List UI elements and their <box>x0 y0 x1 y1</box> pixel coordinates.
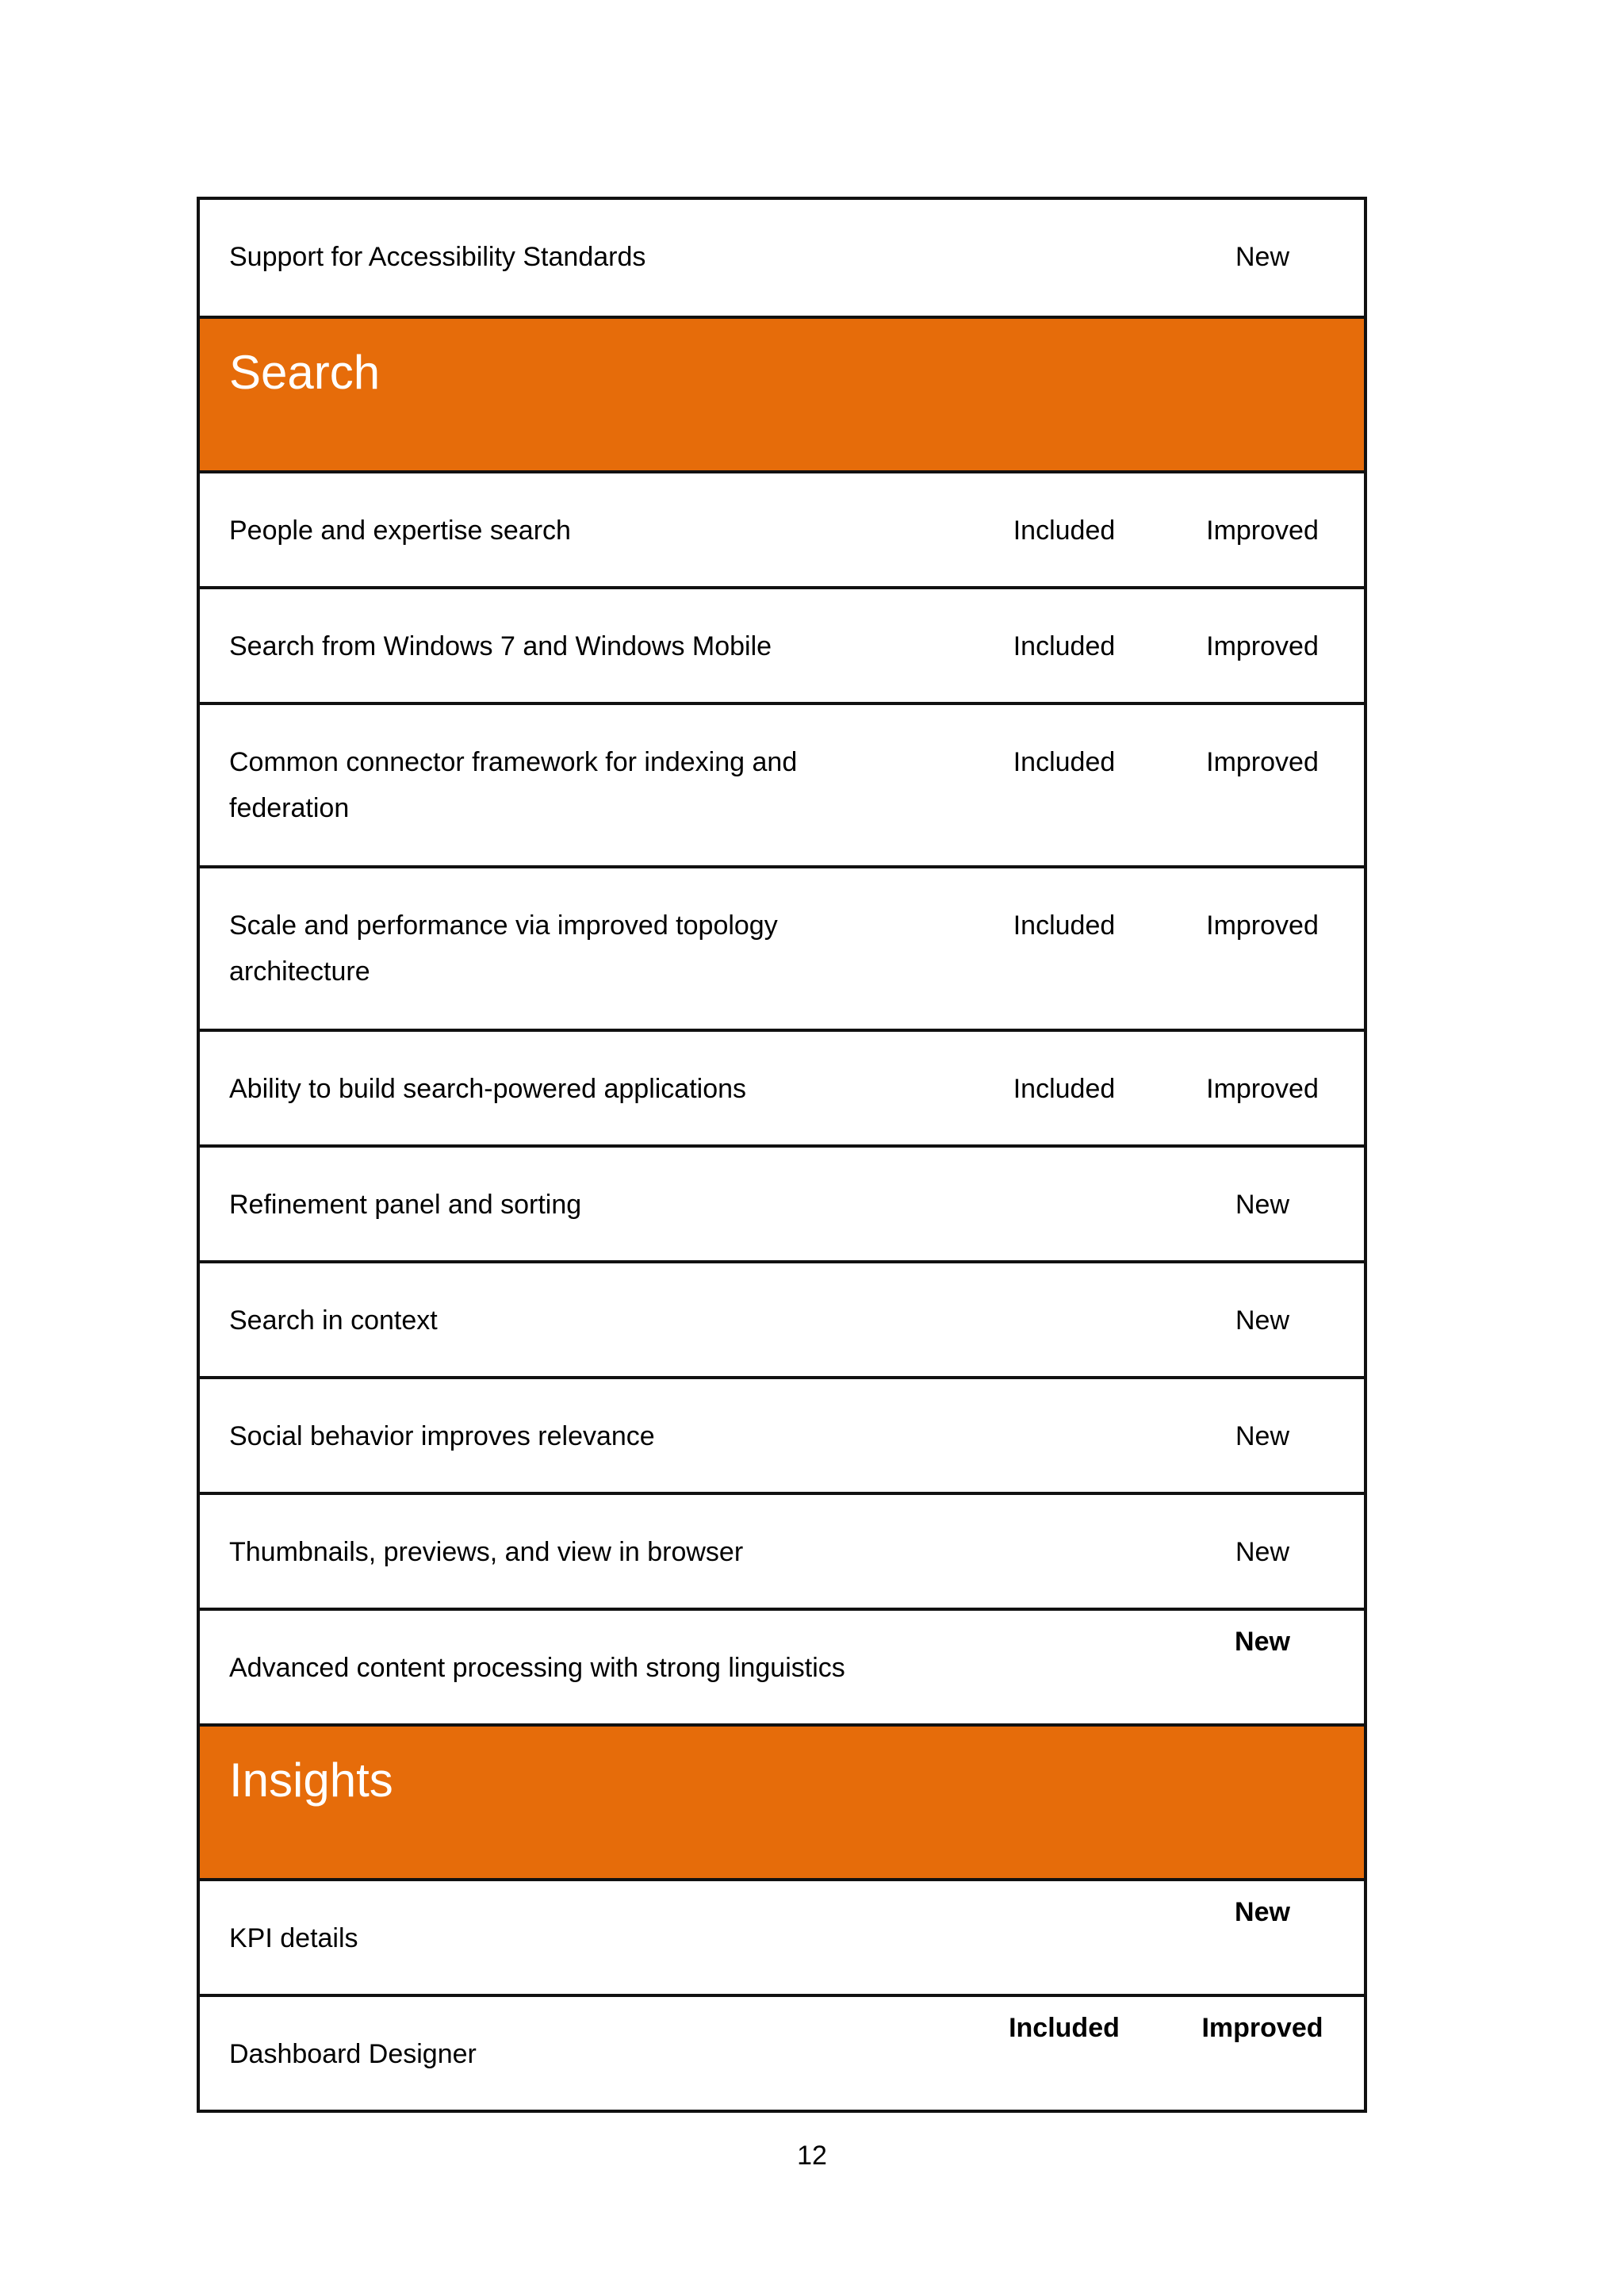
feature-name: Thumbnails, previews, and view in browser <box>229 1537 744 1567</box>
table-row <box>200 586 1364 702</box>
table-row <box>200 1492 1364 1608</box>
feature-name: Refinement panel and sorting <box>229 1190 582 1220</box>
included-value: Included <box>1013 747 1116 777</box>
section-header-insights <box>200 1723 1364 1878</box>
status-value: New <box>1235 1421 1290 1451</box>
status-value: New <box>1235 1305 1290 1336</box>
feature-name: People and expertise search <box>229 516 571 546</box>
status-value: Improved <box>1206 1074 1319 1104</box>
section-title: Insights <box>229 1754 393 1807</box>
table-row <box>200 1608 1364 1723</box>
section-title: Search <box>229 346 381 399</box>
status-value: Improved <box>1206 747 1319 777</box>
table-row <box>200 200 1364 316</box>
table-row <box>200 1878 1364 1994</box>
status-value: Improved <box>1206 631 1319 661</box>
status-value: New <box>1235 1190 1290 1220</box>
table-row <box>200 1994 1364 2110</box>
status-value: New <box>1235 1537 1290 1567</box>
feature-comparison-table <box>197 197 1367 2113</box>
included-value: Included <box>1013 910 1116 941</box>
status-value: New <box>1235 242 1290 272</box>
feature-name: Common connector framework for indexing and federation <box>229 747 798 823</box>
feature-name: Dashboard Designer <box>229 2039 477 2069</box>
included-value: Included <box>1013 631 1116 661</box>
table-row <box>200 865 1364 1029</box>
included-value: Included <box>1013 516 1116 546</box>
status-value: Improved <box>1206 910 1319 941</box>
table-row <box>200 470 1364 586</box>
table-row <box>200 1260 1364 1376</box>
status-value: New <box>1235 1627 1290 1657</box>
feature-name: Scale and performance via improved topology architecture <box>229 910 778 987</box>
status-value: Improved <box>1201 2013 1323 2043</box>
table-row <box>200 1144 1364 1260</box>
included-value: Included <box>1013 1074 1116 1104</box>
feature-name: Support for Accessibility Standards <box>229 242 646 272</box>
status-value: New <box>1235 1897 1290 1927</box>
feature-name: KPI details <box>229 1923 358 1953</box>
table-row <box>200 1029 1364 1144</box>
feature-name: Advanced content processing with strong linguistics <box>229 1653 845 1683</box>
feature-name: Search in context <box>229 1305 438 1336</box>
table-row <box>200 1376 1364 1492</box>
feature-name: Search from Windows 7 and Windows Mobile <box>229 631 772 661</box>
table-row <box>200 702 1364 865</box>
page-number: 12 <box>797 2141 827 2171</box>
section-header-search <box>200 316 1364 470</box>
feature-name: Social behavior improves relevance <box>229 1421 655 1451</box>
feature-name: Ability to build search-powered applications <box>229 1074 747 1104</box>
included-value: Included <box>1009 2013 1120 2043</box>
status-value: Improved <box>1206 516 1319 546</box>
